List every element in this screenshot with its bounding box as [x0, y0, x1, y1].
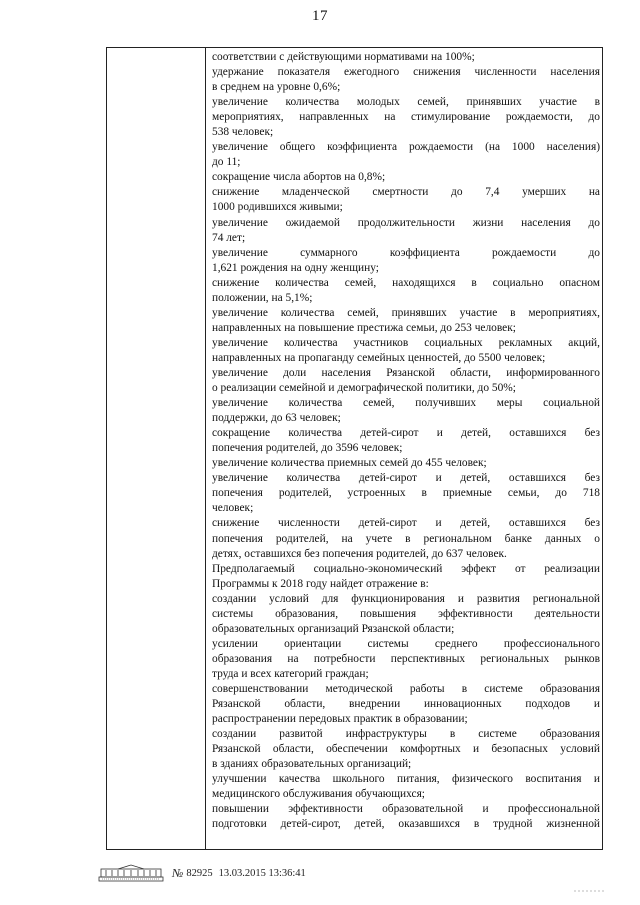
text-line: создании условий для функционирования и развития региональной — [212, 592, 600, 605]
text-line: увеличение количества участников социальных рекламных акций, — [212, 336, 600, 349]
table-left-column — [107, 48, 206, 849]
text-line: медицинского обслуживания обучающихся; — [212, 788, 425, 801]
text-line: 74 лет; — [212, 231, 246, 244]
scan-corner-mark — [574, 888, 604, 894]
text-line: поддержки, до 63 человек; — [212, 412, 341, 425]
text-line: увеличение количества молодых семей, принявших участие в — [212, 96, 600, 109]
text-line: сокращение количества детей-сирот и детей, оставшихся без — [212, 427, 600, 440]
text-line: попечения родителей, на учете в региональном банке данных о — [212, 532, 600, 545]
text-line: создании развитой инфраструктуры в системе образования — [212, 728, 600, 741]
text-line: до 11; — [212, 156, 241, 169]
text-line: направленных на пропаганду семейных ценностей, до 5500 человек; — [212, 351, 546, 364]
text-line: совершенствовании методической работы в системе образования — [212, 682, 600, 695]
text-line: удержание показателя ежегодного снижения численности населения — [212, 66, 600, 79]
text-line: увеличение количества приемных семей до 455 человек; — [212, 457, 487, 470]
text-line: системы образования, повышения эффективности деятельности — [212, 607, 600, 620]
text-line: увеличение общего коэффициента рождаемости (на 1000 населения) — [212, 141, 600, 154]
text-line: 1000 родившихся живыми; — [212, 201, 343, 214]
text-line: Рязанской области, внедрении инновационных подходов и — [212, 698, 600, 711]
registration-number-sign: № — [172, 865, 184, 880]
text-line: снижение младенческой смертности до 7,4 умерших на — [212, 186, 600, 199]
text-line: попечения родителей, до 3596 человек; — [212, 442, 403, 455]
text-line: улучшении качества школьного питания, физического воспитания и — [212, 773, 600, 786]
text-line: труда и всех категорий граждан; — [212, 667, 369, 680]
text-line: Рязанской области, обеспечении комфортных и безопасных условий — [212, 743, 600, 756]
text-line: в зданиях образовательных организаций; — [212, 758, 412, 771]
page-number: 17 — [312, 8, 328, 24]
text-line: соответствии с действующими нормативами на 100%; — [212, 51, 475, 63]
text-line: увеличение ожидаемой продолжительности жизни населения до — [212, 216, 600, 229]
text-line: положении, на 5,1%; — [212, 291, 313, 304]
registration-number: 82925 — [186, 867, 213, 879]
text-line: увеличение доли населения Рязанской области, информированного — [212, 366, 600, 379]
text-line: 538 человек; — [212, 126, 274, 139]
text-line: 1,621 рождения на одну женщину; — [212, 261, 379, 274]
text-line: образовательных организаций Рязанской области; — [212, 622, 455, 635]
text-line: человек; — [212, 502, 254, 515]
text-line: усилении ориентации системы среднего профессионального — [212, 637, 600, 650]
text-line: увеличение количества семей, принявших участие в мероприятиях, — [212, 306, 600, 319]
text-line: направленных на повышение престижа семьи, до 253 человек; — [212, 321, 516, 334]
text-line: детях, оставшихся без попечения родителей, до 637 человек. — [212, 547, 507, 560]
text-line: увеличение количества семей, получивших меры социальной — [212, 397, 600, 410]
text-line: подготовки детей-сирот, детей, оказавшихся в трудной жизненной — [212, 818, 600, 831]
text-line: мероприятиях, направленных на стимулирование рождаемости, до — [212, 111, 600, 124]
text-line: снижение численности детей-сирот и детей, оставшихся без — [212, 517, 600, 530]
program-table — [106, 47, 603, 850]
text-line: повышении эффективности образовательной и профессиональной — [212, 803, 600, 816]
text-line: увеличение суммарного коэффициента рождаемости до — [212, 246, 600, 259]
text-line: образования на потребности перспективных региональных рынков — [212, 652, 600, 665]
text-line: Программы к 2018 году найдет отражение в: — [212, 577, 429, 590]
table-right-column — [212, 50, 600, 832]
government-building-seal-icon — [98, 864, 164, 882]
text-line: снижение количества семей, находящихся в социально опасном — [212, 276, 600, 289]
document-footer — [98, 863, 306, 883]
registration-datetime: 13.03.2015 13:36:41 — [218, 867, 306, 879]
text-line: распространении передовых практик в образовании; — [212, 713, 468, 726]
text-line: сокращение числа абортов на 0,8%; — [212, 171, 386, 184]
text-line: Предполагаемый социально-экономический эффект от реализации — [212, 562, 600, 575]
text-line: о реализации семейной и демографической политики, до 50%; — [212, 382, 516, 395]
text-line: в среднем на уровне 0,6%; — [212, 81, 341, 94]
text-line: увеличение количества детей-сирот и детей, оставшихся без — [212, 472, 600, 485]
text-line: попечения родителей, устроенных в приемные семьи, до 718 — [212, 487, 600, 500]
